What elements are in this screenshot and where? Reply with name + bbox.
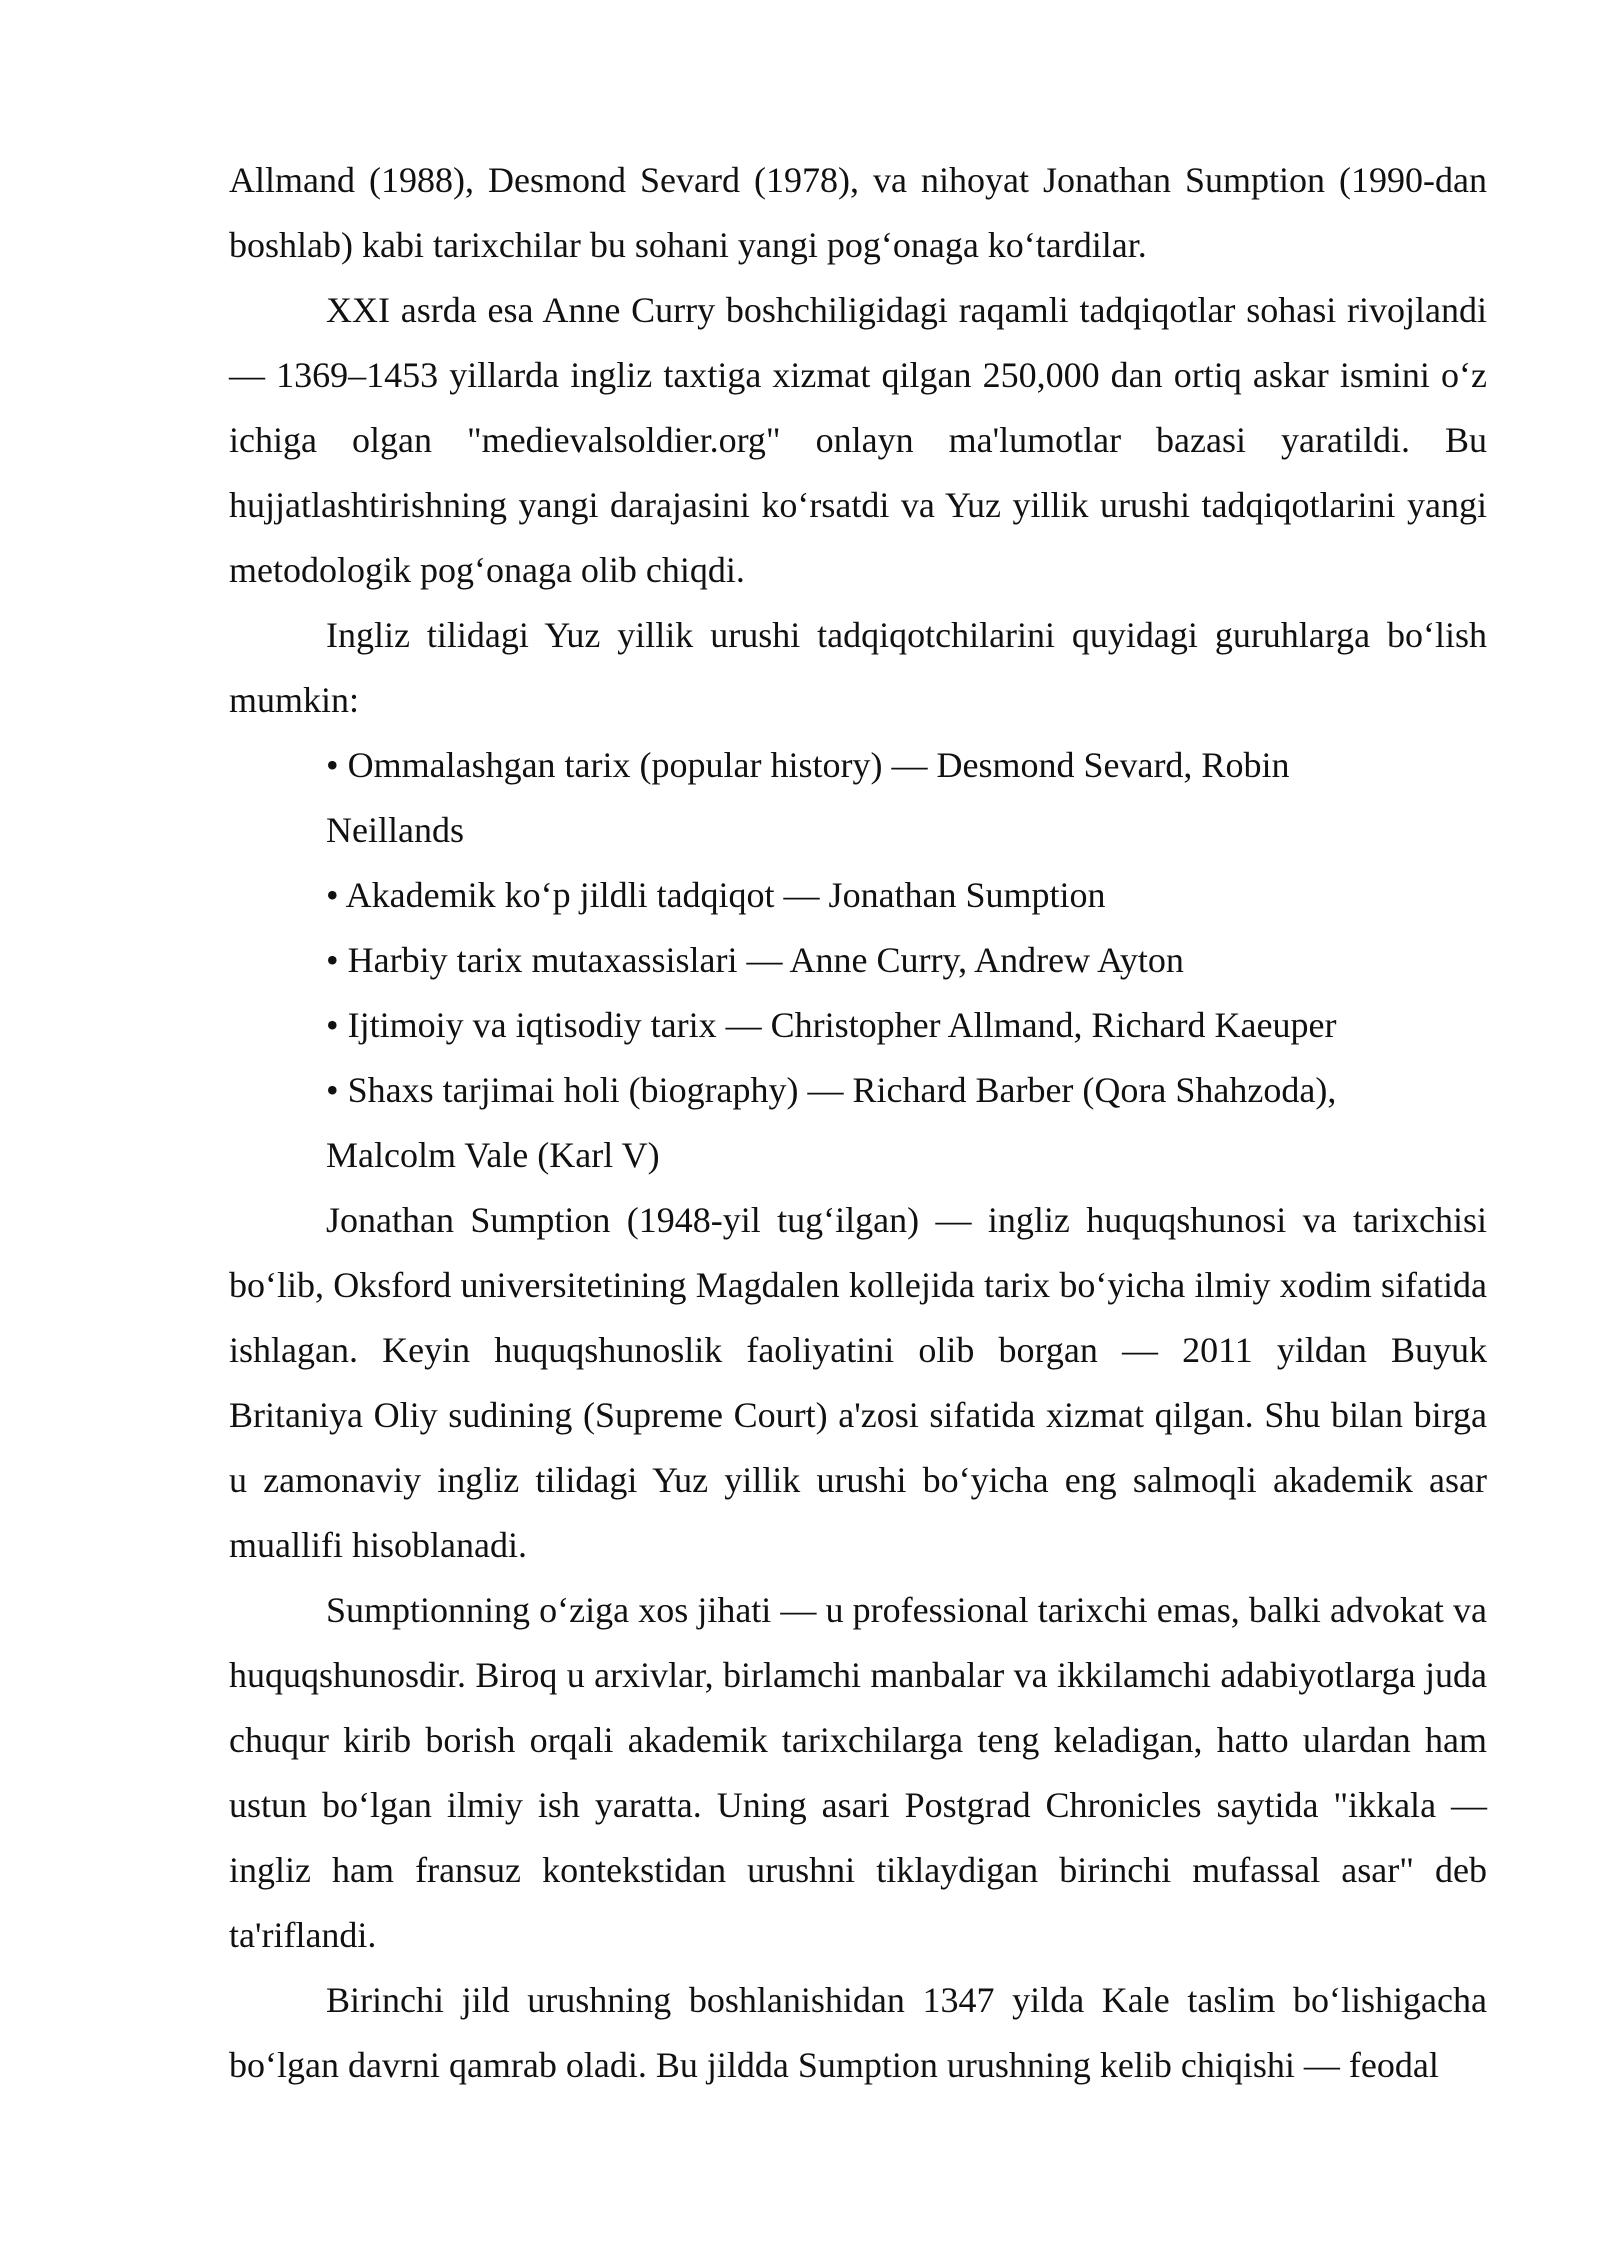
- paragraph: XXI asrda esa Anne Curry boshchiligidagi raqamli tadqiqotlar sohasi rivojlandi — 1369–1453 yillarda ingliz taxtiga xizmat qilgan 250,000 dan ortiq askar ismini o‘z ichiga olgan "medievalsoldier.org" onlayn ma'lumotlar bazasi yaratildi. Bu hujjatlashtirishning yangi darajasini ko‘rsatdi va Yuz yillik urushi tadqiqotlarini yangi metodologik pog‘onaga olib chiqdi.: [229, 290, 1487, 590]
- paragraph: Ingliz tilidagi Yuz yillik urushi tadqiqotchilarini quyidagi guruhlarga bo‘lish mumkin:: [229, 615, 1487, 720]
- paragraph: Birinchi jild urushning boshlanishidan 1347 yilda Kale taslim bo‘lishigacha bo‘lgan davrni qamrab oladi. Bu jildda Sumption urushning kelib chiqishi — feodal: [229, 1980, 1487, 2085]
- list-item: • Harbiy tarix mutaxassislari — Anne Curry, Andrew Ayton: [326, 940, 1184, 980]
- paragraph: Allmand (1988), Desmond Sevard (1978), va nihoyat Jonathan Sumption (1990-dan boshlab) kabi tarixchilar bu sohani yangi pog‘onaga ko‘tardilar.: [229, 160, 1487, 265]
- paragraph: Jonathan Sumption (1948-yil tug‘ilgan) — ingliz huquqshunosi va tarixchisi bo‘lib, Oksford universitetining Magdalen kollejida tarix bo‘yicha ilmiy xodim sifatida ishlagan. Keyin huquqshunoslik faoliyatini olib borgan — 2011 yildan Buyuk Britaniya Oliy sudining (Supreme Court) a'zosi sifatida xizmat qilgan. Shu bilan birga u zamonaviy ingliz tilidagi Yuz yillik urushi bo‘yicha eng salmoqli akademik asar muallifi hisoblanadi.: [229, 1200, 1487, 1565]
- list-item: • Ommalashgan tarix (popular history) — Desmond Sevard, Robin Neillands: [326, 745, 1290, 850]
- list-item: • Shaxs tarjimai holi (biography) — Richard Barber (Qora Shahzoda), Malcolm Vale (Karl V): [326, 1070, 1337, 1175]
- bullet-list: [229, 733, 1487, 1188]
- paragraph: Sumptionning o‘ziga xos jihati — u professional tarixchi emas, balki advokat va huquqshunosdir. Biroq u arxivlar, birlamchi manbalar va ikkilamchi adabiyotlarga juda chuqur kirib borish orqali akademik tarixchilarga teng keladigan, hatto ulardan ham ustun bo‘lgan ilmiy ish yaratta. Uning asari Postgrad Chronicles saytida "ikkala — ingliz ham fransuz kontekstidan urushni tiklaydigan birinchi mufassal asar" deb ta'riflandi.: [229, 1590, 1487, 1955]
- list-item: • Ijtimoiy va iqtisodiy tarix — Christopher Allmand, Richard Kaeuper: [326, 1005, 1337, 1045]
- document-body: [229, 148, 1487, 2098]
- list-item: • Akademik ko‘p jildli tadqiqot — Jonathan Sumption: [326, 875, 1106, 915]
